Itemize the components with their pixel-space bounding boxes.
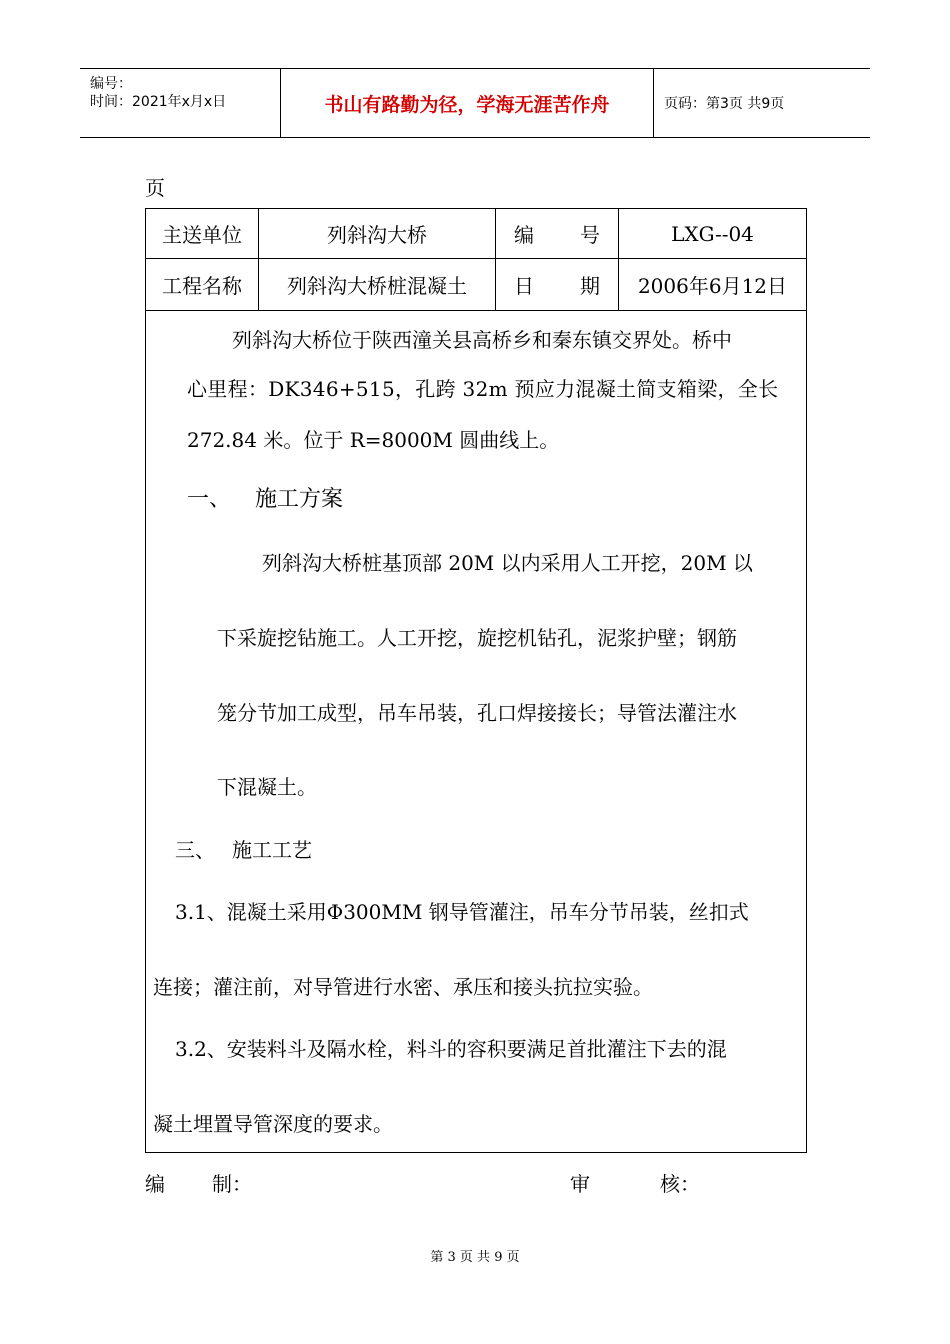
stray-page-char: 页 [145, 176, 165, 200]
plan-line: 下采旋挖钻施工。人工开挖，旋挖机钻孔，泥浆护壁；钢筋 [217, 626, 737, 650]
section-number: 一、 [187, 487, 232, 512]
review-label-b: 核： [660, 1172, 700, 1196]
page-footer: 第 3 页 共 9 页 [430, 1250, 520, 1265]
compile-label-b: 制： [212, 1172, 252, 1196]
number-label [496, 209, 618, 258]
date-label-a: 日 [514, 274, 534, 298]
date-label [496, 259, 618, 310]
sender-value: 列斜沟大桥 [327, 223, 427, 247]
date-value: 2006年6月12日 [637, 274, 788, 298]
intro-line: 心里程：DK346+515，孔跨 32m 预应力混凝土简支箱梁，全长 [187, 377, 779, 401]
number-value: LXG--04 [671, 221, 754, 246]
review-label-a: 审 [570, 1172, 590, 1196]
project-label: 工程名称 [162, 274, 242, 298]
number-label-a: 编 [514, 223, 534, 247]
number-label-b: 号 [580, 223, 600, 247]
compile-label-a: 编 [145, 1172, 165, 1196]
serial-label: 编号： [90, 76, 132, 92]
date-label-b: 期 [580, 274, 600, 298]
plan-line: 笼分节加工成型，吊车吊装，孔口焊接接长；导管法灌注水 [217, 701, 737, 725]
project-value: 列斜沟大桥桩混凝土 [287, 274, 467, 298]
item-line: 连接；灌注前，对导管进行水密、承压和接头抗拉实验。 [153, 975, 653, 999]
item-line: 凝土埋置导管深度的要求。 [153, 1112, 393, 1136]
sender-label: 主送单位 [162, 223, 242, 247]
header-page-label: 页码：第3页 共9页 [664, 96, 785, 112]
section-title: 施工方案 [255, 487, 344, 512]
plan-line: 下混凝土。 [217, 775, 317, 799]
item-line: 3.1、混凝土采用Φ300MM 钢导管灌注，吊车分节吊装，丝扣式 [175, 900, 749, 924]
row-divider [146, 310, 806, 311]
item-line: 3.2、安装料斗及隔水栓，料斗的容积要满足首批灌注下去的混 [175, 1037, 727, 1061]
document-header [80, 68, 870, 138]
intro-line: 272.84 米。位于 R=8000M 圆曲线上。 [187, 428, 560, 452]
section-title: 施工工艺 [232, 838, 312, 862]
header-motto: 书山有路勤为径，学海无涯苦作舟 [281, 69, 654, 137]
intro-line: 列斜沟大桥位于陕西潼关县高桥乡和秦东镇交界处。桥中 [232, 328, 732, 352]
section-number: 三、 [175, 838, 215, 862]
header-meta [80, 69, 281, 137]
plan-line: 列斜沟大桥桩基顶部 20M 以内采用人工开挖，20M 以 [262, 551, 753, 575]
time-label: 时间：2021年x月x日 [90, 94, 227, 110]
